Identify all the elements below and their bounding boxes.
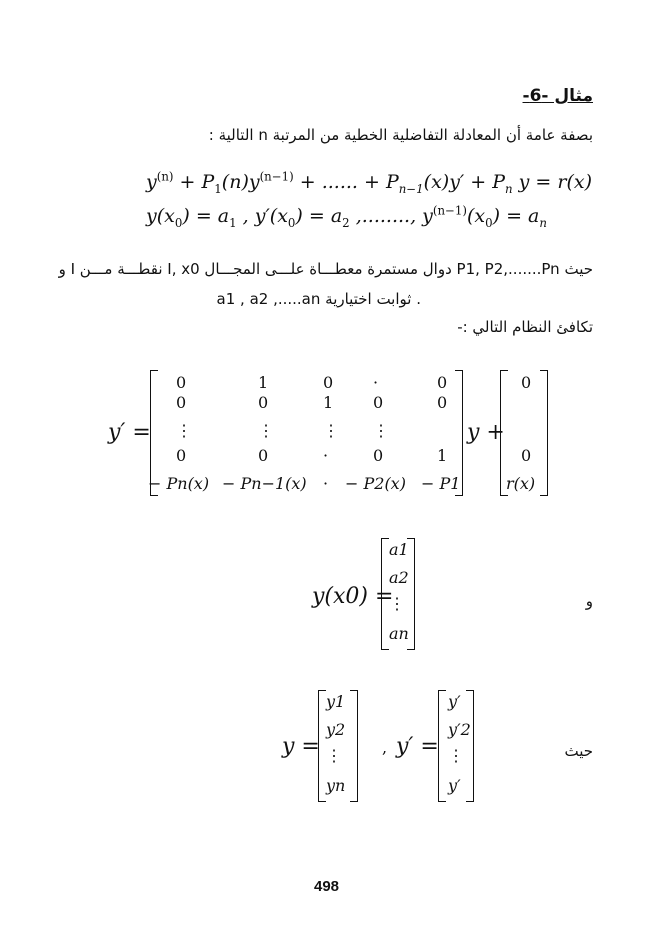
- vector-cell: 0: [521, 373, 532, 392]
- matrix-cell: ⋮: [323, 421, 339, 440]
- matrix-cell: 0: [258, 446, 269, 465]
- y-vector-entry: ⋮: [326, 746, 342, 765]
- equivalent-sentence: تكافئ النظام التالي :-: [457, 318, 593, 336]
- yprime-vector-entry: y′2: [448, 720, 471, 739]
- page-number: 498: [314, 878, 340, 895]
- initial-vector-entry: ⋮: [389, 594, 405, 613]
- matrix-cell: ·: [323, 446, 329, 465]
- matrix-cell: − Pn(x): [148, 474, 210, 493]
- initial-left-bracket: [381, 538, 389, 650]
- matrix-cell: 1: [437, 446, 448, 465]
- where-sentence: حيث P1, P2,.......Pn دوال مستمرة معطـــاة علـــى المجـــال I, x0 نقطـــة مـــن I و: [58, 260, 593, 278]
- yprime-left-bracket: [438, 690, 446, 802]
- initial-conditions: $y(x_0) = a_1$ , $y'(x_0) = a_2$ ,........, $y^{(n-1)}(x_0) = a_n$: [146, 204, 547, 231]
- matrix-lhs: y′ =: [108, 420, 151, 445]
- matrix-cell: − P2(x): [345, 474, 406, 493]
- matrix-cell: 0: [437, 373, 448, 392]
- yprime-vector-entry: y′: [448, 692, 461, 711]
- matrix-cell: 0: [323, 373, 334, 392]
- vector-cell: r(x): [506, 474, 536, 493]
- matrix-cell: 0: [437, 393, 448, 412]
- vector-right-bracket: [540, 370, 548, 496]
- yprime-vector-lhs: y′ =: [396, 734, 439, 759]
- y-left-bracket: [318, 690, 326, 802]
- y-vector-lhs: y =: [282, 734, 320, 759]
- matrix-cell: ⋮: [373, 421, 389, 440]
- matrix-cell: 0: [176, 446, 187, 465]
- matrix-cell: 0: [176, 393, 187, 412]
- matrix-cell: 0: [373, 446, 384, 465]
- y-vector-entry: yn: [326, 776, 346, 795]
- matrix-mid-term: y +: [467, 420, 505, 445]
- vector-cell: 0: [521, 446, 532, 465]
- initial-vector-lhs: y(x0) =: [312, 584, 394, 609]
- matrix-cell: 1: [258, 373, 269, 392]
- y-vector-entry: y1: [326, 692, 346, 711]
- initial-vector-entry: an: [389, 624, 409, 643]
- y-vector-entry: y2: [326, 720, 346, 739]
- where-label: حيث: [564, 742, 593, 760]
- matrix-cell: 0: [176, 373, 187, 392]
- matrix-cell: ⋮: [258, 421, 274, 440]
- matrix-cell: 0: [373, 393, 384, 412]
- and-label: و: [585, 592, 593, 610]
- yprime-vector-entry: y′: [448, 776, 461, 795]
- matrix-cell: ·: [323, 474, 329, 493]
- matrix-cell: − P1: [421, 474, 461, 493]
- matrix-cell: ⋮: [176, 421, 192, 440]
- intro-sentence: بصفة عامة أن المعادلة التفاضلية الخطية من المرتبة n التالية :: [208, 126, 593, 144]
- constants-sentence: a1 , a2 ,.....an ثوابت اختيارية .: [216, 290, 421, 308]
- matrix-cell: 0: [258, 393, 269, 412]
- y-right-bracket: [350, 690, 358, 802]
- example-heading: مثال -6-: [522, 86, 593, 106]
- yprime-vector-entry: ⋮: [448, 746, 464, 765]
- initial-vector-entry: a1: [389, 540, 409, 559]
- matrix-cell: 1: [323, 393, 334, 412]
- differential-equation: $y^{(n)} + P_1(n)y^{(n-1)}$ + ...... + $P_{n-1}(x)y' + P_n$ y = r(x): [146, 170, 593, 197]
- initial-vector-entry: a2: [389, 568, 409, 587]
- matrix-cell: − Pn−1(x): [222, 474, 307, 493]
- separator-comma: ,: [382, 738, 388, 757]
- matrix-cell: ·: [373, 373, 379, 392]
- yprime-right-bracket: [466, 690, 474, 802]
